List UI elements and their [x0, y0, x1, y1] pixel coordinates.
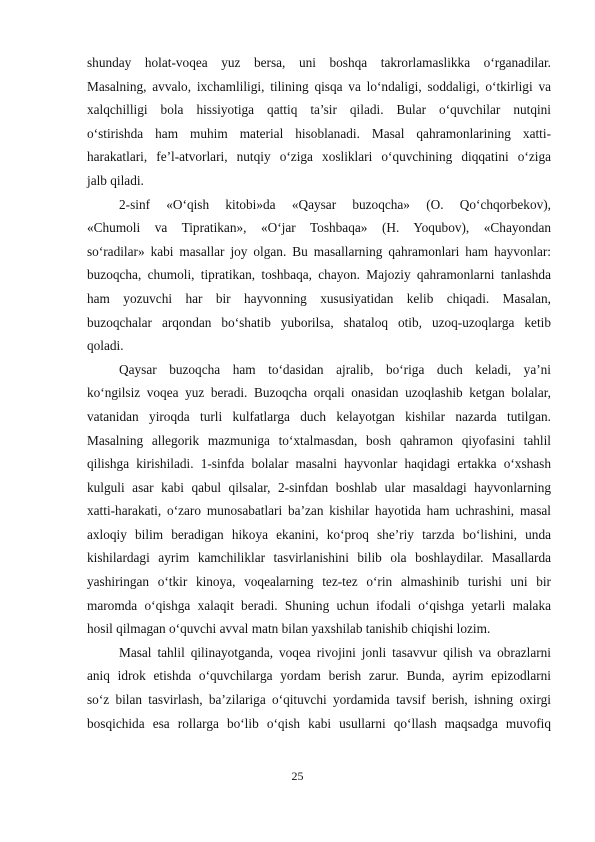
text-line: xatti-harakati, o‘zaro munosabatlari ba’zan kishilar hayotida ham uchrashini, masal [87, 503, 551, 519]
text-line: Qaysar buzoqcha ham to‘dasidan ajralib, bo‘riga duch keladi, ya’ni [119, 361, 551, 377]
text-line: shunday holat-voqea yuz bersa, uni boshqa takrorlamaslikka o‘rganadilar. [87, 55, 551, 70]
text-line: ham yozuvchi har bir hayvonning xususiyatidan kelib chiqadi. Masalan, [87, 290, 551, 306]
text-line: o‘stirishda ham muhim material hisoblanadi. Masal qahramonlarining xatti- [87, 125, 551, 141]
text-line: so‘z bilan tasvirlash, ba’zilariga o‘qituvchi yordamida tavsif berish, ishning oxirgi [87, 692, 551, 708]
text-line: ko‘ngilsiz voqea yuz beradi. Buzoqcha orqali onasidan uzoqlashib ketgan bolalar, [87, 385, 551, 401]
text-line: «Chumoli va Tipratikan», «O‘jar Toshbaqa» (H. Yoqubov), «Chayondan [87, 220, 551, 236]
text-line: aniq idrok etishda o‘quvchilarga yordam berish zarur. Bunda, ayrim epizodlarni [87, 668, 551, 684]
page-number: 25 [291, 769, 304, 783]
body-text [87, 51, 551, 735]
text-line: yashiringan o‘tkir kinoya, voqealarning tez-tez o‘rin almashinib turishi uni bir [87, 574, 551, 590]
text-line: Masalning allegorik mazmuniga to‘xtalmasdan, bosh qahramon qiyofasini tahlil [87, 432, 551, 448]
text-line: 2-sinf «O‘qish kitobi»da «Qaysar buzoqcha» (O. Qo‘chqorbekov), [119, 196, 551, 212]
text-line: harakatlari, fe’l-atvorlari, nutqiy o‘ziga xosliklari o‘quvchining diqqatini o‘ziga [87, 149, 551, 165]
text-line: buzoqchalar arqondan bo‘shatib yuborilsa, shataloq otib, uzoq-uzoqlarga ketib [87, 314, 551, 330]
text-line: kishilardagi ayrim kamchiliklar tasvirlanishini bilib ola boshlaydilar. Masallarda [87, 550, 551, 566]
text-line: axloqiy bilim beradigan hikoya ekanini, ko‘proq she’riy tarzda bo‘lishini, unda [87, 526, 551, 542]
text-line: hosil qilmagan o‘quvchi avval matn bilan yaxshilab tanishib chiqishi lozim. [87, 621, 491, 637]
text-line: bosqichida esa rollarga bo‘lib o‘qish kabi usullarni qo‘llash maqsadga muvofiq [87, 715, 551, 731]
text-line: maromda o‘qishga xalaqit beradi. Shuning uchun ifodali o‘qishga yetarli malaka [87, 597, 551, 613]
text-line: xalqchilligi bola hissiyotiga qattiq ta’sir qiladi. Bular o‘quvchilar nutqini [87, 102, 551, 118]
text-line: Masalning, avvalo, ixchamliligi, tilining qisqa va lo‘ndaligi, soddaligi, o‘tkirligi va [87, 78, 551, 94]
text-line: vatanidan yiroqda turli kulfatlarga duch kelayotgan kishilar nazarda tutilgan. [87, 408, 551, 424]
text-line: Masal tahlil qilinayotganda, voqea rivojini jonli tasavvur qilish va obrazlarni [119, 644, 551, 660]
text-line: qilishga kirishiladi. 1-sinfda bolalar masalni hayvonlar haqidagi ertakka o‘xshash [87, 456, 551, 472]
text-line: qoladi. [87, 338, 124, 354]
text-line: kulguli asar kabi qabul qilsalar, 2-sinfdan boshlab ular masaldagi hayvonlarning [87, 479, 551, 495]
text-line: buzoqcha, chumoli, tipratikan, toshbaqa, chayon. Majoziy qahramonlarni tanlashda [87, 267, 551, 283]
text-line: so‘radilar» kabi masallar joy olgan. Bu masallarning qahramonlari ham hayvonlar: [87, 243, 551, 259]
text-line: jalb qiladi. [87, 172, 144, 188]
